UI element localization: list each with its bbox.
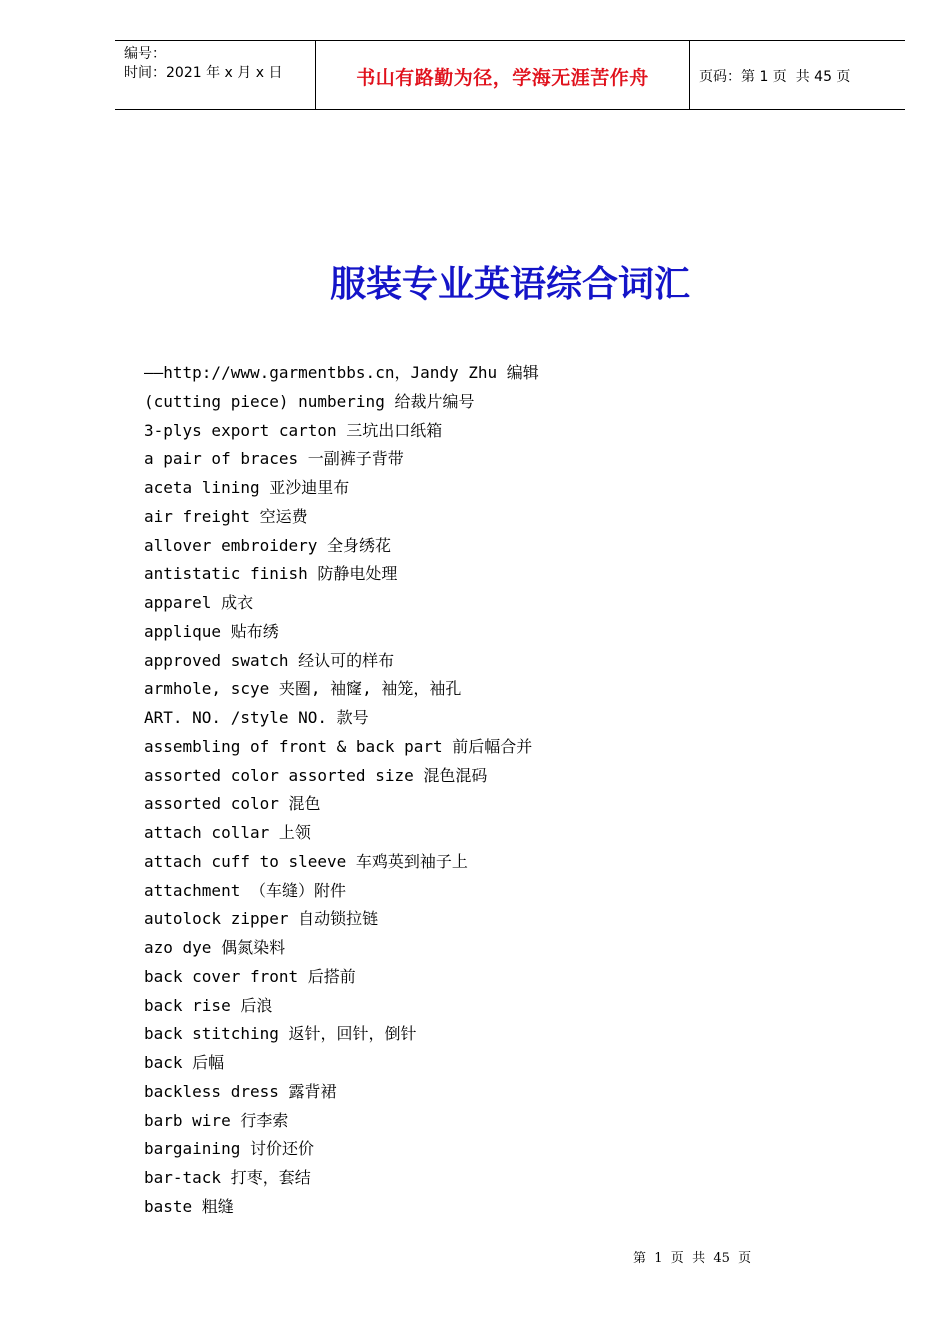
glossary-entry: back 后幅: [144, 1053, 225, 1072]
glossary-entry: ——http://www.garmentbbs.cn，Jandy Zhu 编辑: [144, 363, 539, 382]
glossary-entry: back rise 后浪: [144, 995, 273, 1015]
header-info-cell: [115, 41, 315, 109]
header-table: [115, 40, 905, 110]
glossary-entry: aceta lining 亚沙迪里布: [144, 478, 350, 497]
glossary-entry: bar-tack 打枣，套结: [144, 1168, 311, 1187]
glossary-entry: applique 贴布绣: [144, 621, 279, 641]
glossary-entry: attachment （车缝）附件: [144, 880, 346, 900]
glossary-entry: baste 粗缝: [144, 1196, 234, 1216]
glossary-entry: assorted color assorted size 混色混码: [144, 765, 488, 785]
motto: 书山有路勤为径，学海无涯苦作舟: [356, 67, 649, 89]
glossary-entry: attach collar 上领: [144, 823, 311, 842]
glossary-entry: antistatic finish 防静电处理: [144, 564, 398, 584]
header-page-cell: [690, 41, 905, 109]
header-page-number: 页码：第 1 页 共 45 页: [699, 69, 851, 85]
glossary-entry: autolock zipper 自动锁拉链: [144, 909, 379, 929]
glossary-entry: azo dye 偶氮染料: [144, 938, 286, 957]
glossary-list: [144, 359, 539, 1222]
glossary-entry: approved swatch 经认可的样布: [144, 650, 395, 670]
glossary-entry: backless dress 露背裙: [144, 1081, 337, 1101]
document-title: 服装专业英语综合词汇: [329, 263, 690, 305]
glossary-entry: assembling of front & back part 前后幅合并: [144, 736, 533, 756]
glossary-entry: apparel 成衣: [144, 593, 254, 612]
glossary-entry: (cutting piece) numbering 给裁片编号: [144, 391, 475, 411]
glossary-entry: bargaining 讨价还价: [144, 1139, 314, 1159]
document-date: 时间：2021 年 x 月 x 日: [124, 65, 283, 81]
glossary-entry: air freight 空运费: [144, 506, 308, 526]
glossary-entry: assorted color 混色: [144, 794, 321, 814]
glossary-entry: a pair of braces 一副裤子背带: [144, 449, 404, 469]
glossary-entry: 3-plys export carton 三坑出口纸箱: [144, 420, 443, 440]
document-number: 编号：: [124, 46, 166, 62]
glossary-entry: back cover front 后搭前: [144, 966, 356, 986]
glossary-entry: armhole, scye 夹圈, 袖窿, 袖笼，袖孔: [144, 679, 462, 699]
glossary-entry: back stitching 返针，回针，倒针: [144, 1024, 417, 1044]
glossary-entry: allover embroidery 全身绣花: [144, 535, 392, 555]
glossary-entry: ART. NO. /style NO. 款号: [144, 708, 369, 727]
glossary-entry: barb wire 行李索: [144, 1110, 289, 1130]
glossary-entry: attach cuff to sleeve 车鸡英到袖子上: [144, 851, 468, 871]
page-footer: 第 1 页 共 45 页: [633, 1251, 752, 1266]
header-motto-cell: [315, 41, 690, 109]
